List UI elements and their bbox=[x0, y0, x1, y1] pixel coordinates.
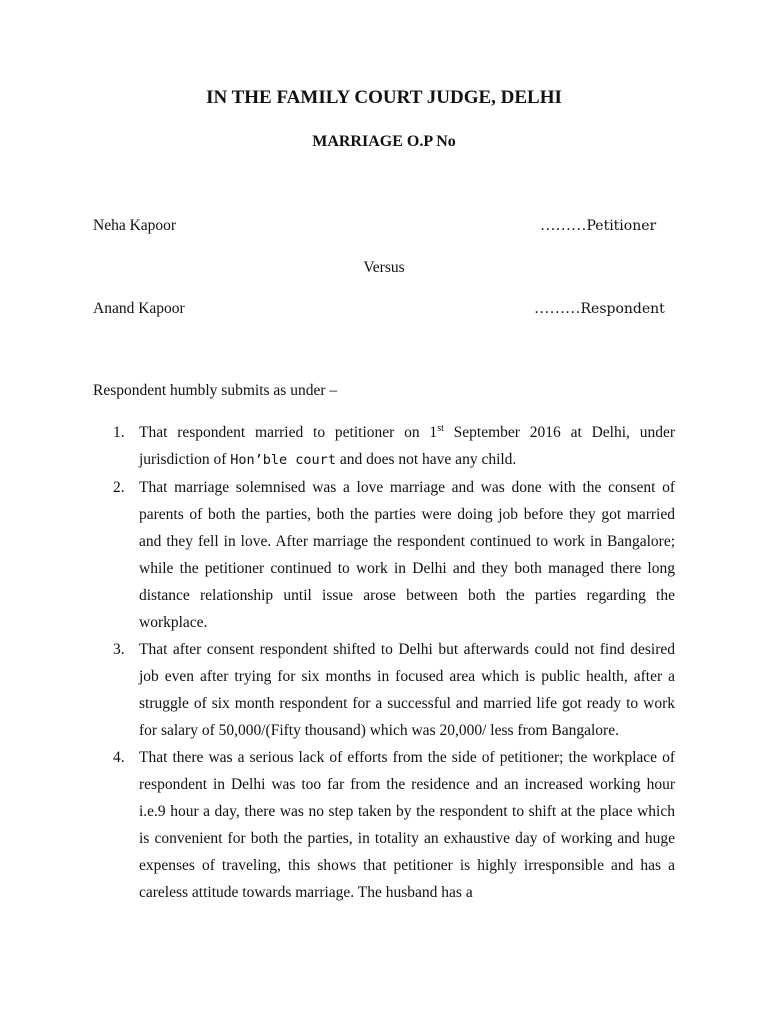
item-text-part: September 2016 at Delhi, under jurisdiction of bbox=[139, 424, 675, 468]
respondent-dots: ……… bbox=[534, 300, 581, 317]
ordinal-superscript: st bbox=[437, 422, 444, 434]
respondent-label bbox=[534, 299, 665, 319]
intro-text: Respondent humbly submits as under – bbox=[93, 382, 338, 399]
list-item bbox=[93, 419, 675, 474]
item-number: 4. bbox=[113, 749, 125, 766]
item-number: 3. bbox=[113, 641, 125, 658]
item-text: That after consent respondent shifted to Delhi but afterwards could not find desired job even after trying for six months in focused area which is public health, after a struggle of six month respondent for a successful and married life got ready to work for salary of 50,000/(Fifty thousand) which was 20,000/ less from Bangalore. bbox=[139, 641, 675, 739]
versus-label: Versus bbox=[363, 259, 405, 276]
respondent-role: Respondent bbox=[580, 301, 665, 317]
court-title: IN THE FAMILY COURT JUDGE, DELHI bbox=[206, 87, 562, 108]
case-title: MARRIAGE O.P No bbox=[312, 133, 456, 150]
item-number: 1. bbox=[113, 424, 125, 441]
item-text-alt-font: Hon’ble court bbox=[230, 452, 336, 468]
item-text: That marriage solemnised was a love marriage and was done with the consent of parents of both the parties, both the parties were doing job before they got married and they fell in love. After marriage the respondent continued to work in Bangalore; while the petitioner continued to work in Delhi and they both managed there long distance relationship until issue arose between both the parties regarding the workplace. bbox=[139, 479, 675, 631]
petitioner-dots: ……… bbox=[540, 217, 587, 234]
petitioner-label bbox=[540, 216, 656, 236]
item-text-part: That respondent married to petitioner on 1 bbox=[139, 424, 438, 441]
petitioner-name: Neha Kapoor bbox=[93, 217, 177, 234]
list-item bbox=[93, 744, 675, 906]
item-number: 2. bbox=[113, 479, 125, 496]
petitioner-role: Petitioner bbox=[586, 218, 657, 234]
submission-list bbox=[93, 419, 675, 906]
respondent-name: Anand Kapoor bbox=[93, 300, 185, 317]
list-item bbox=[93, 636, 675, 744]
item-text: That there was a serious lack of efforts from the side of petitioner; the workplace of respondent in Delhi was too far from the residence and an increased working hour i.e.9 hour a day, there was no step taken by the respondent to shift at the place which is convenient for both the parties, in totality an exhaustive day of working and huge expenses of traveling, this shows that petitioner is highly irresponsible and has a careless attitude towards marriage. The husband has a bbox=[139, 749, 675, 901]
list-item bbox=[93, 474, 675, 636]
item-text-part: and does not have any child. bbox=[335, 451, 517, 468]
